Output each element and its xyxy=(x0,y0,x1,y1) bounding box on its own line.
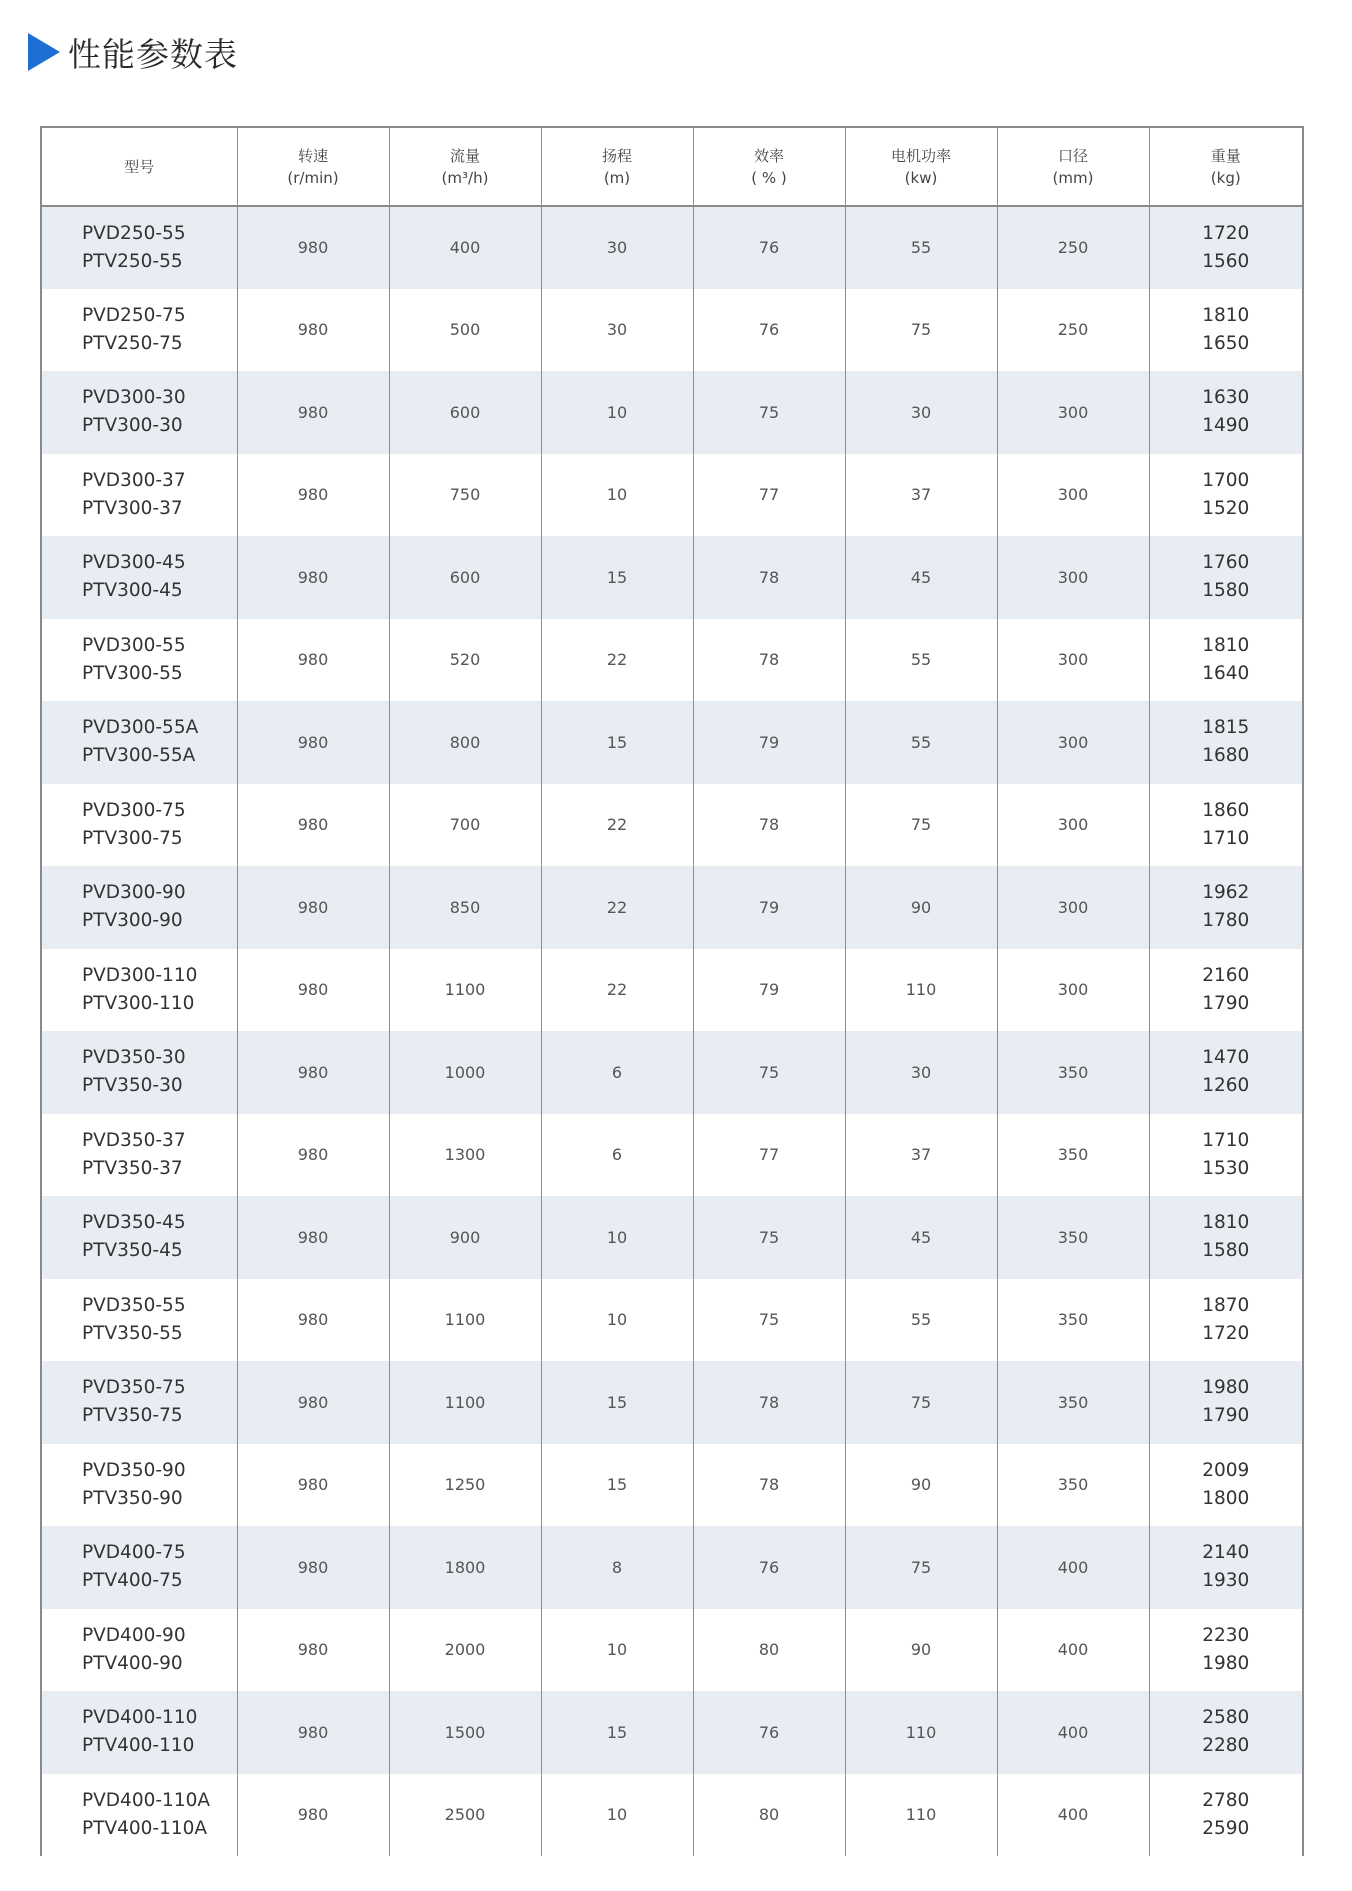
model-ptv: PTV250-75 xyxy=(82,332,183,354)
table-row xyxy=(42,949,1302,1032)
weight-pvd: 1980 xyxy=(1202,1377,1250,1399)
weight-pvd: 1470 xyxy=(1202,1047,1250,1069)
model-cell xyxy=(42,1774,237,1857)
performance-table-container xyxy=(40,126,1304,1856)
head-cell: 15 xyxy=(541,701,693,784)
weight-cell xyxy=(1149,1774,1302,1857)
weight-ptv: 1720 xyxy=(1202,1322,1250,1344)
weight-ptv: 2590 xyxy=(1202,1817,1250,1839)
efficiency-cell: 79 xyxy=(693,866,845,949)
weight-ptv: 1680 xyxy=(1202,745,1250,767)
model-pvd: PVD250-55 xyxy=(82,222,186,244)
weight-pvd: 1710 xyxy=(1202,1129,1250,1151)
efficiency-cell: 78 xyxy=(693,1444,845,1527)
speed-cell: 980 xyxy=(237,289,389,372)
weight-cell xyxy=(1149,619,1302,702)
flow-cell: 1100 xyxy=(389,1361,541,1444)
head-cell: 30 xyxy=(541,206,693,289)
weight-pvd: 1810 xyxy=(1202,304,1250,326)
table-row xyxy=(42,701,1302,784)
header-label: 扬程 xyxy=(601,146,632,165)
model-cell xyxy=(42,784,237,867)
efficiency-cell: 76 xyxy=(693,1526,845,1609)
head-cell: 10 xyxy=(541,1196,693,1279)
model-pvd: PVD300-55A xyxy=(82,717,199,739)
flow-cell: 1000 xyxy=(389,1031,541,1114)
weight-ptv: 1930 xyxy=(1202,1570,1250,1592)
efficiency-cell: 77 xyxy=(693,454,845,537)
model-ptv: PTV250-55 xyxy=(82,250,183,272)
table-row xyxy=(42,206,1302,289)
model-pvd: PVD300-45 xyxy=(82,552,186,574)
header-unit: (kw) xyxy=(904,168,938,187)
motor-power-cell: 110 xyxy=(845,1774,997,1857)
weight-cell xyxy=(1149,784,1302,867)
speed-cell: 980 xyxy=(237,701,389,784)
weight-ptv: 1520 xyxy=(1202,497,1250,519)
efficiency-cell: 77 xyxy=(693,1114,845,1197)
header-model xyxy=(42,128,237,206)
diameter-cell: 350 xyxy=(997,1114,1149,1197)
motor-power-cell: 30 xyxy=(845,1031,997,1114)
model-ptv: PTV350-45 xyxy=(82,1240,183,1262)
speed-cell: 980 xyxy=(237,619,389,702)
flow-cell: 1100 xyxy=(389,1279,541,1362)
diameter-cell: 400 xyxy=(997,1526,1149,1609)
model-pvd: PVD250-75 xyxy=(82,304,186,326)
speed-cell: 980 xyxy=(237,949,389,1032)
speed-cell: 980 xyxy=(237,1774,389,1857)
table-row xyxy=(42,619,1302,702)
section-title: 性能参数表 xyxy=(68,34,238,74)
speed-cell: 980 xyxy=(237,1361,389,1444)
header-weight xyxy=(1149,128,1302,206)
table-row xyxy=(42,1031,1302,1114)
diameter-cell: 300 xyxy=(997,949,1149,1032)
head-cell: 22 xyxy=(541,619,693,702)
diameter-cell: 250 xyxy=(997,206,1149,289)
model-ptv: PTV350-75 xyxy=(82,1405,183,1427)
weight-pvd: 2140 xyxy=(1202,1542,1250,1564)
head-cell: 10 xyxy=(541,1774,693,1857)
weight-cell xyxy=(1149,371,1302,454)
table-header-row xyxy=(42,128,1302,206)
flow-cell: 1800 xyxy=(389,1526,541,1609)
weight-ptv: 1980 xyxy=(1202,1652,1250,1674)
model-cell xyxy=(42,1196,237,1279)
model-ptv: PTV300-55 xyxy=(82,662,183,684)
diameter-cell: 300 xyxy=(997,536,1149,619)
diameter-cell: 400 xyxy=(997,1691,1149,1774)
weight-pvd: 2009 xyxy=(1202,1459,1250,1481)
header-label: 转速 xyxy=(297,146,328,165)
header-diameter xyxy=(997,128,1149,206)
weight-cell xyxy=(1149,1196,1302,1279)
speed-cell: 980 xyxy=(237,536,389,619)
weight-ptv: 1580 xyxy=(1202,1240,1250,1262)
motor-power-cell: 55 xyxy=(845,619,997,702)
model-cell xyxy=(42,536,237,619)
weight-pvd: 2580 xyxy=(1202,1707,1250,1729)
header-unit: (r/min) xyxy=(287,168,339,187)
head-cell: 10 xyxy=(541,1279,693,1362)
weight-cell xyxy=(1149,1609,1302,1692)
header-speed xyxy=(237,128,389,206)
table-row xyxy=(42,1114,1302,1197)
motor-power-cell: 37 xyxy=(845,1114,997,1197)
flow-cell: 400 xyxy=(389,206,541,289)
table-row xyxy=(42,1444,1302,1527)
speed-cell: 980 xyxy=(237,1609,389,1692)
model-ptv: PTV300-55A xyxy=(82,745,196,767)
table-row xyxy=(42,1609,1302,1692)
table-row xyxy=(42,289,1302,372)
motor-power-cell: 110 xyxy=(845,1691,997,1774)
efficiency-cell: 79 xyxy=(693,701,845,784)
speed-cell: 980 xyxy=(237,1114,389,1197)
efficiency-cell: 78 xyxy=(693,1361,845,1444)
model-cell xyxy=(42,1031,237,1114)
diameter-cell: 350 xyxy=(997,1279,1149,1362)
head-cell: 15 xyxy=(541,1444,693,1527)
model-ptv: PTV350-30 xyxy=(82,1075,183,1097)
flow-cell: 2500 xyxy=(389,1774,541,1857)
model-cell xyxy=(42,1361,237,1444)
model-cell xyxy=(42,289,237,372)
model-cell xyxy=(42,1279,237,1362)
speed-cell: 980 xyxy=(237,1196,389,1279)
efficiency-cell: 75 xyxy=(693,1196,845,1279)
motor-power-cell: 75 xyxy=(845,784,997,867)
speed-cell: 980 xyxy=(237,371,389,454)
weight-ptv: 1560 xyxy=(1202,250,1250,272)
header-unit: (m³/h) xyxy=(441,168,489,187)
diameter-cell: 300 xyxy=(997,701,1149,784)
model-cell xyxy=(42,1691,237,1774)
motor-power-cell: 90 xyxy=(845,866,997,949)
speed-cell: 980 xyxy=(237,784,389,867)
weight-ptv: 1580 xyxy=(1202,580,1250,602)
header-label: 流量 xyxy=(449,146,480,165)
motor-power-cell: 75 xyxy=(845,1361,997,1444)
head-cell: 10 xyxy=(541,454,693,537)
model-cell xyxy=(42,1114,237,1197)
model-cell xyxy=(42,1444,237,1527)
model-pvd: PVD400-110A xyxy=(82,1789,211,1811)
model-cell xyxy=(42,206,237,289)
model-pvd: PVD300-75 xyxy=(82,799,186,821)
weight-ptv: 1650 xyxy=(1202,332,1250,354)
efficiency-cell: 76 xyxy=(693,289,845,372)
weight-ptv: 1780 xyxy=(1202,910,1250,932)
model-pvd: PVD350-30 xyxy=(82,1047,186,1069)
header-unit: (kg) xyxy=(1210,168,1241,187)
model-cell xyxy=(42,371,237,454)
head-cell: 30 xyxy=(541,289,693,372)
speed-cell: 980 xyxy=(237,206,389,289)
model-ptv: PTV400-90 xyxy=(82,1652,183,1674)
motor-power-cell: 75 xyxy=(845,289,997,372)
table-row xyxy=(42,1526,1302,1609)
efficiency-cell: 75 xyxy=(693,1279,845,1362)
table-row xyxy=(42,784,1302,867)
weight-pvd: 1760 xyxy=(1202,552,1250,574)
model-ptv: PTV300-75 xyxy=(82,827,183,849)
section-header xyxy=(28,30,238,74)
efficiency-cell: 76 xyxy=(693,1691,845,1774)
header-label: 口径 xyxy=(1057,146,1088,165)
motor-power-cell: 37 xyxy=(845,454,997,537)
weight-cell xyxy=(1149,949,1302,1032)
diameter-cell: 400 xyxy=(997,1609,1149,1692)
model-ptv: PTV400-75 xyxy=(82,1570,183,1592)
motor-power-cell: 90 xyxy=(845,1444,997,1527)
motor-power-cell: 55 xyxy=(845,701,997,784)
diameter-cell: 400 xyxy=(997,1774,1149,1857)
flow-cell: 1500 xyxy=(389,1691,541,1774)
header-label: 电机功率 xyxy=(890,146,951,165)
weight-cell xyxy=(1149,536,1302,619)
head-cell: 10 xyxy=(541,1609,693,1692)
model-pvd: PVD300-110 xyxy=(82,964,198,986)
diameter-cell: 350 xyxy=(997,1196,1149,1279)
header-label: 型号 xyxy=(124,157,155,176)
model-pvd: PVD350-45 xyxy=(82,1212,186,1234)
diameter-cell: 350 xyxy=(997,1031,1149,1114)
weight-cell xyxy=(1149,1031,1302,1114)
header-head xyxy=(541,128,693,206)
play-triangle-icon xyxy=(28,33,60,71)
model-cell xyxy=(42,619,237,702)
weight-pvd: 1815 xyxy=(1202,717,1250,739)
diameter-cell: 250 xyxy=(997,289,1149,372)
model-ptv: PTV300-90 xyxy=(82,910,183,932)
model-pvd: PVD400-90 xyxy=(82,1624,186,1646)
table-row xyxy=(42,1361,1302,1444)
speed-cell: 980 xyxy=(237,1031,389,1114)
diameter-cell: 300 xyxy=(997,371,1149,454)
flow-cell: 2000 xyxy=(389,1609,541,1692)
model-pvd: PVD350-37 xyxy=(82,1129,186,1151)
table-body xyxy=(42,206,1302,1856)
head-cell: 15 xyxy=(541,1361,693,1444)
table-row xyxy=(42,454,1302,537)
head-cell: 22 xyxy=(541,866,693,949)
model-cell xyxy=(42,1609,237,1692)
table-row xyxy=(42,1279,1302,1362)
table-row xyxy=(42,1196,1302,1279)
flow-cell: 1300 xyxy=(389,1114,541,1197)
weight-pvd: 1870 xyxy=(1202,1294,1250,1316)
model-pvd: PVD400-110 xyxy=(82,1707,198,1729)
model-cell xyxy=(42,949,237,1032)
weight-ptv: 1710 xyxy=(1202,827,1250,849)
motor-power-cell: 75 xyxy=(845,1526,997,1609)
model-ptv: PTV300-37 xyxy=(82,497,183,519)
head-cell: 22 xyxy=(541,784,693,867)
flow-cell: 1250 xyxy=(389,1444,541,1527)
head-cell: 22 xyxy=(541,949,693,1032)
efficiency-cell: 78 xyxy=(693,619,845,702)
flow-cell: 900 xyxy=(389,1196,541,1279)
weight-cell xyxy=(1149,1361,1302,1444)
weight-pvd: 2160 xyxy=(1202,964,1250,986)
weight-cell xyxy=(1149,454,1302,537)
model-ptv: PTV400-110A xyxy=(82,1817,208,1839)
weight-ptv: 2280 xyxy=(1202,1735,1250,1757)
efficiency-cell: 80 xyxy=(693,1609,845,1692)
diameter-cell: 300 xyxy=(997,784,1149,867)
weight-cell xyxy=(1149,206,1302,289)
model-ptv: PTV400-110 xyxy=(82,1735,195,1757)
flow-cell: 700 xyxy=(389,784,541,867)
flow-cell: 850 xyxy=(389,866,541,949)
model-pvd: PVD300-90 xyxy=(82,882,186,904)
model-ptv: PTV350-37 xyxy=(82,1157,183,1179)
diameter-cell: 350 xyxy=(997,1444,1149,1527)
table-row xyxy=(42,866,1302,949)
model-ptv: PTV300-110 xyxy=(82,992,195,1014)
model-pvd: PVD350-55 xyxy=(82,1294,186,1316)
weight-pvd: 1720 xyxy=(1202,222,1250,244)
header-motor-power xyxy=(845,128,997,206)
weight-ptv: 1260 xyxy=(1202,1075,1250,1097)
header-unit: (m) xyxy=(603,168,631,187)
weight-pvd: 2230 xyxy=(1202,1624,1250,1646)
flow-cell: 800 xyxy=(389,701,541,784)
header-efficiency xyxy=(693,128,845,206)
weight-pvd: 1630 xyxy=(1202,387,1250,409)
model-ptv: PTV300-45 xyxy=(82,580,183,602)
model-pvd: PVD400-75 xyxy=(82,1542,186,1564)
head-cell: 6 xyxy=(541,1114,693,1197)
table-row xyxy=(42,371,1302,454)
header-unit: (mm) xyxy=(1052,168,1094,187)
table-row xyxy=(42,1774,1302,1857)
motor-power-cell: 30 xyxy=(845,371,997,454)
model-ptv: PTV300-30 xyxy=(82,415,183,437)
flow-cell: 500 xyxy=(389,289,541,372)
efficiency-cell: 76 xyxy=(693,206,845,289)
speed-cell: 980 xyxy=(237,1279,389,1362)
diameter-cell: 350 xyxy=(997,1361,1149,1444)
motor-power-cell: 55 xyxy=(845,206,997,289)
weight-cell xyxy=(1149,1114,1302,1197)
model-pvd: PVD300-30 xyxy=(82,387,186,409)
efficiency-cell: 79 xyxy=(693,949,845,1032)
weight-pvd: 2780 xyxy=(1202,1789,1250,1811)
table-row xyxy=(42,1691,1302,1774)
header-label: 重量 xyxy=(1210,146,1241,165)
efficiency-cell: 78 xyxy=(693,536,845,619)
efficiency-cell: 75 xyxy=(693,371,845,454)
motor-power-cell: 110 xyxy=(845,949,997,1032)
model-pvd: PVD350-90 xyxy=(82,1459,186,1481)
speed-cell: 980 xyxy=(237,1444,389,1527)
flow-cell: 1100 xyxy=(389,949,541,1032)
model-pvd: PVD300-37 xyxy=(82,469,186,491)
model-ptv: PTV350-90 xyxy=(82,1487,183,1509)
weight-cell xyxy=(1149,1691,1302,1774)
weight-ptv: 1790 xyxy=(1202,1405,1250,1427)
weight-ptv: 1790 xyxy=(1202,992,1250,1014)
header-label: 效率 xyxy=(753,146,784,165)
speed-cell: 980 xyxy=(237,454,389,537)
weight-cell xyxy=(1149,701,1302,784)
speed-cell: 980 xyxy=(237,1691,389,1774)
weight-pvd: 1700 xyxy=(1202,469,1250,491)
flow-cell: 520 xyxy=(389,619,541,702)
weight-pvd: 1810 xyxy=(1202,1212,1250,1234)
flow-cell: 750 xyxy=(389,454,541,537)
diameter-cell: 300 xyxy=(997,866,1149,949)
weight-cell xyxy=(1149,866,1302,949)
weight-cell xyxy=(1149,1279,1302,1362)
weight-ptv: 1490 xyxy=(1202,415,1250,437)
model-pvd: PVD350-75 xyxy=(82,1377,186,1399)
diameter-cell: 300 xyxy=(997,454,1149,537)
weight-ptv: 1640 xyxy=(1202,662,1250,684)
head-cell: 15 xyxy=(541,536,693,619)
head-cell: 15 xyxy=(541,1691,693,1774)
model-cell xyxy=(42,701,237,784)
weight-ptv: 1530 xyxy=(1202,1157,1250,1179)
model-pvd: PVD300-55 xyxy=(82,634,186,656)
motor-power-cell: 45 xyxy=(845,536,997,619)
efficiency-cell: 78 xyxy=(693,784,845,867)
flow-cell: 600 xyxy=(389,536,541,619)
weight-ptv: 1800 xyxy=(1202,1487,1250,1509)
model-cell xyxy=(42,866,237,949)
weight-cell xyxy=(1149,1526,1302,1609)
weight-pvd: 1962 xyxy=(1202,882,1250,904)
model-ptv: PTV350-55 xyxy=(82,1322,183,1344)
efficiency-cell: 75 xyxy=(693,1031,845,1114)
header-flow xyxy=(389,128,541,206)
motor-power-cell: 90 xyxy=(845,1609,997,1692)
speed-cell: 980 xyxy=(237,1526,389,1609)
flow-cell: 600 xyxy=(389,371,541,454)
speed-cell: 980 xyxy=(237,866,389,949)
efficiency-cell: 80 xyxy=(693,1774,845,1857)
header-unit: ( % ) xyxy=(751,168,787,187)
motor-power-cell: 45 xyxy=(845,1196,997,1279)
motor-power-cell: 55 xyxy=(845,1279,997,1362)
head-cell: 6 xyxy=(541,1031,693,1114)
weight-pvd: 1810 xyxy=(1202,634,1250,656)
model-cell xyxy=(42,1526,237,1609)
diameter-cell: 300 xyxy=(997,619,1149,702)
table-row xyxy=(42,536,1302,619)
performance-table xyxy=(42,128,1302,1856)
model-cell xyxy=(42,454,237,537)
weight-cell xyxy=(1149,1444,1302,1527)
head-cell: 10 xyxy=(541,371,693,454)
head-cell: 8 xyxy=(541,1526,693,1609)
weight-cell xyxy=(1149,289,1302,372)
weight-pvd: 1860 xyxy=(1202,799,1250,821)
